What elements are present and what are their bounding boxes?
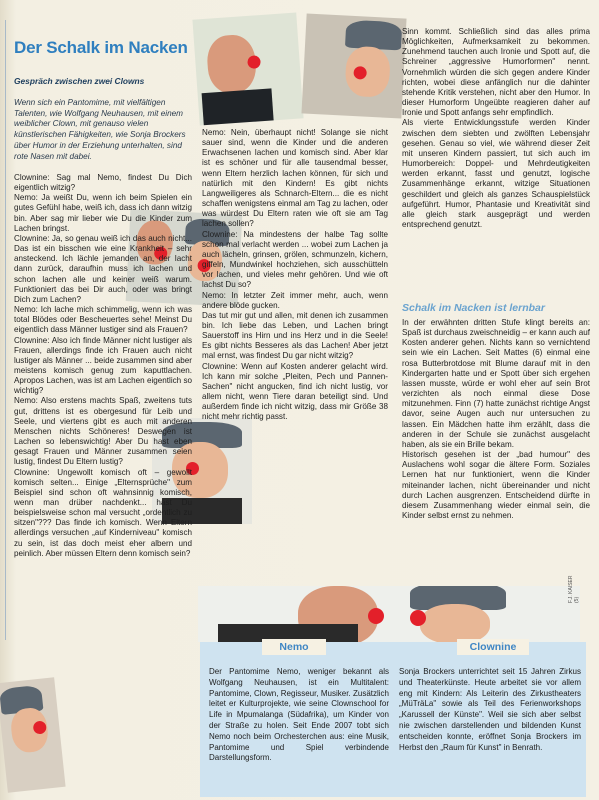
column-3-text-b: In der erwähnten dritten Stufe klingt bereits an: Spaß ist durchaus zweischneidig – er kann auch auf Kosten anderer gehen. Nichts kann so vernichtend sein wie ein Lachen. Seit Mattes (6) einmal eine rosa Butterbrotdose mit Blume darauf mit in den Kindergarten hatte und er Spott über sich ergehen lassen musste, würde er wohl eher auf sein Brot verzichten als noch einmal diese Dose mitzunehmen. Finn (7) hatte zunächst richtige Angst davor, seine Augen auch nur untersuchen zu lassen. Ein Mädchen hatte ihm erzählt, dass die anderen in der Schule sie zunächst ausgelacht haben, als sie ein Brille bekam. Historisch gesehen ist der „bad humour" des Auslachens wohl sogar die ältere Form. Soziales Lernen hat nur funktioniert, wenn die Kinder miteinander lachen, nicht übereinander und nicht durch Lachen ausgrenzen. Entscheidend dürfte in diesem Zusammenhang wieder einmal sein, die Kinder selbst ernst zu nehmen. <box>402 318 590 520</box>
page-subtitle: Gespräch zwischen zwei Clowns <box>14 76 145 86</box>
photo-nemo-top <box>192 13 303 126</box>
photo-clownine-top <box>301 13 406 118</box>
photo-credit: F.J. KAISER (5) <box>568 575 580 603</box>
photo-noses-facing <box>198 586 580 642</box>
clownine-bio: Sonja Brockers unterrichtet seit 15 Jahren Zirkus und Theaterkünste. Heute arbeitet sie vor allem eng mit Kindern: Als Leiterin des Zirkustheaters „MüTräLa" sowie als Teil des Ferienworkshops „Karussell der Künste". Weil sie sich aber selbst nie zwischen darstellenden und bildenden Kunst entscheiden konnte, eröffnet Sonja Brockers im Herbst den „Raum für Kunst" in Benrath. <box>399 667 581 752</box>
nemo-label: Nemo <box>262 639 326 655</box>
clownine-label: Clownine <box>457 639 529 655</box>
nemo-bio: Der Pantomime Nemo, weniger bekannt als Wolfgang Neuhausen, ist ein Multitalent: Pantomime, Clown, Regisseur, Musiker. Zusätzlich leitet er Kulturprojekte, wie seine Clownschool for Life in Mpumalanga (Südafrika), um Kinder von der Straße zu holen. Seit Ende 2007 tobt sich Nemo noch beim Orchesterchen aus: eine Musik, Pantomime und Spiel verbindende Darstellungsform. <box>209 667 389 763</box>
column-2-dialogue: Nemo: Nein, überhaupt nicht! Solange sie nicht sauer sind, wenn die Kinder und die anderen Erwachsenen lachen und komisch sind. Aber klar ist es schöner und für alle tausendmal besser, wenn Eltern herzlich lachen können, für sich und natürlich mit den Kindern! Es gibt nichts Langweiligeres als Schnarch-Eltern... die es nicht schaffen wenigstens einmal am Tag zu lachen, oder was würdest Du Eltern raten wie oft sie am Tag lachen sollen? Clownine: Na mindestens der halbe Tag sollte schon mal verlacht werden ... wobei zum Lachen ja auch lächeln, grinsen, grölen, schmunzeln, kichern, giffeln, Mundwinkel hochziehen, sich ausschütteln vor lachen, und vieles mehr gehören. Und wie oft lachst Du so? Nemo: In letzter Zeit immer mehr, auch, wenn andere blöde gucken. Das tut mir gut und allen, mit denen ich zusammen bin. Ich liebe das Leben, und Lachen bringt Sauerstoff ins Hirn und ins Herz und in die Seele! Es gibt nichts Besseres als das Lachen! Aber jetzt mal ernst, was findest Du gar nicht witzig? Clownine: Wenn auf Kosten anderer gelacht wird. Ich kann mir solche „Pleiten, Pech und Pannen-Sachen" nicht angucken, find ich nicht lustig, vor allem nicht, wenn Tiere daran beteiligt sind. Und außerdem finde ich nicht witzig, dass mir Größe 38 nicht mehr richtig passt. <box>202 128 388 422</box>
intro-text: Wenn sich ein Pantomime, mit vielfältigen Talenten, wie Wolfgang Neuhausen, mit einem weiblicher Clown, mit genauso vielen künstlerischen Fähigkeiten, wie Sonja Brockers über Humor in der Erziehung unterhalten, sind rote Nasen mit dabei. <box>14 98 186 161</box>
column-1-dialogue: Clownine: Sag mal Nemo, findest Du Dich eigentlich witzig? Nemo: Ja weißt Du, wenn ich beim Spielen ein gutes Gefühl habe, weiß ich, dass ich dann witzig bin. Aber sag mir lieber wie Du die Kinder zum Lachen bringst. Clownine: Ja, so genau weiß ich das auch nicht... Das ist ein bisschen wie eine Krankheit – sehr ansteckend. Ich lächle jemanden an, der lacht dann zurück, daraufhin muss ich lachen und schon lachen alle und keiner weiß warum. Funktioniert das bei Dir auch, oder was bringt Dich zum Lachen? Nemo: Ich lache mich schimmelig, wenn ich was total Blödes oder Bescheuertes sehe! Meinst Du eigentlich dass Männer lustiger sind als Frauen? Clownine: Also ich finde Männer nicht lustiger als Frauen, allerdings finde ich Frauen auch nicht lustiger als Männer ... beide zusammen sind aber meistens komisch genug zum kaputtlachen. Apropos Lachen, was ist am Lachen eigentlich so wichtig? Nemo: Also erstens machts Spaß, zweitens tuts gut, drittens ist es obergesund für Leib und Seele, und viertens gibt es auch mit anderen Menschen nichts Schöneres! Deswegen ist Lachen so lebenswichtig! Aber Du hast eben gesagt Frauen und Männer zusammen seien lustig, findest Du Eltern lustig? Clownine: Ungewollt komisch oft – gewollt komisch selten... Einige „Elternsprüche" zum Beispiel sind schon oft wahnsinnig komisch, wenn man drüber nachdenkt... hast Du beispielsweise schon mal versucht „ordentlich zu sitzen"??? Das finde ich komisch. Wenn Eltern allerdings versuchen „auf Kinderniveau" komisch zu sein, ist das doch meist eher albern und peinlich. Aber müssen Eltern denn komisch sein? <box>14 173 192 558</box>
section-heading: Schalk im Nacken ist lernbar <box>402 302 545 314</box>
page-title: Der Schalk im Nacken <box>14 38 188 57</box>
column-3-text: Sinn kommt. Schließlich sind das alles prima Möglichkeiten, Aufmerksamkeit zu bekommen. Zunehmend tauchen auch Ironie und Spott auf, die Schreiner „aggressive Humorformen" nennt. Vornehmlich würden die sich gegen andere Kinder richten, wobei diese anfänglich nur die dahinter stehende Kritik verstehen, nicht aber den Humor. In dieser Humorform Ungeübte reagieren daher auf Ironie und Spott anfangs sehr empfindlich. Als vierte Entwicklungsstufe werden Kinder zwischen dem siebten und zwölften Lebensjahr gesehen. Genau so viel, wie während dieser Zeit mit unseren Kindern passiert, tut sich auch im Humorbereich: Doppel- und Mehrdeutigkeiten werden erkannt, fasst und genutzt, logische Zusammenhänge erkannt, witzige Situationen geschildert und gleich als ganzes Schauspielstück aufgeführt. Humor, Phantasie und Kreativität sind alle gleich stark ausgeprägt und werden entsprechend genutzt. <box>402 27 590 229</box>
